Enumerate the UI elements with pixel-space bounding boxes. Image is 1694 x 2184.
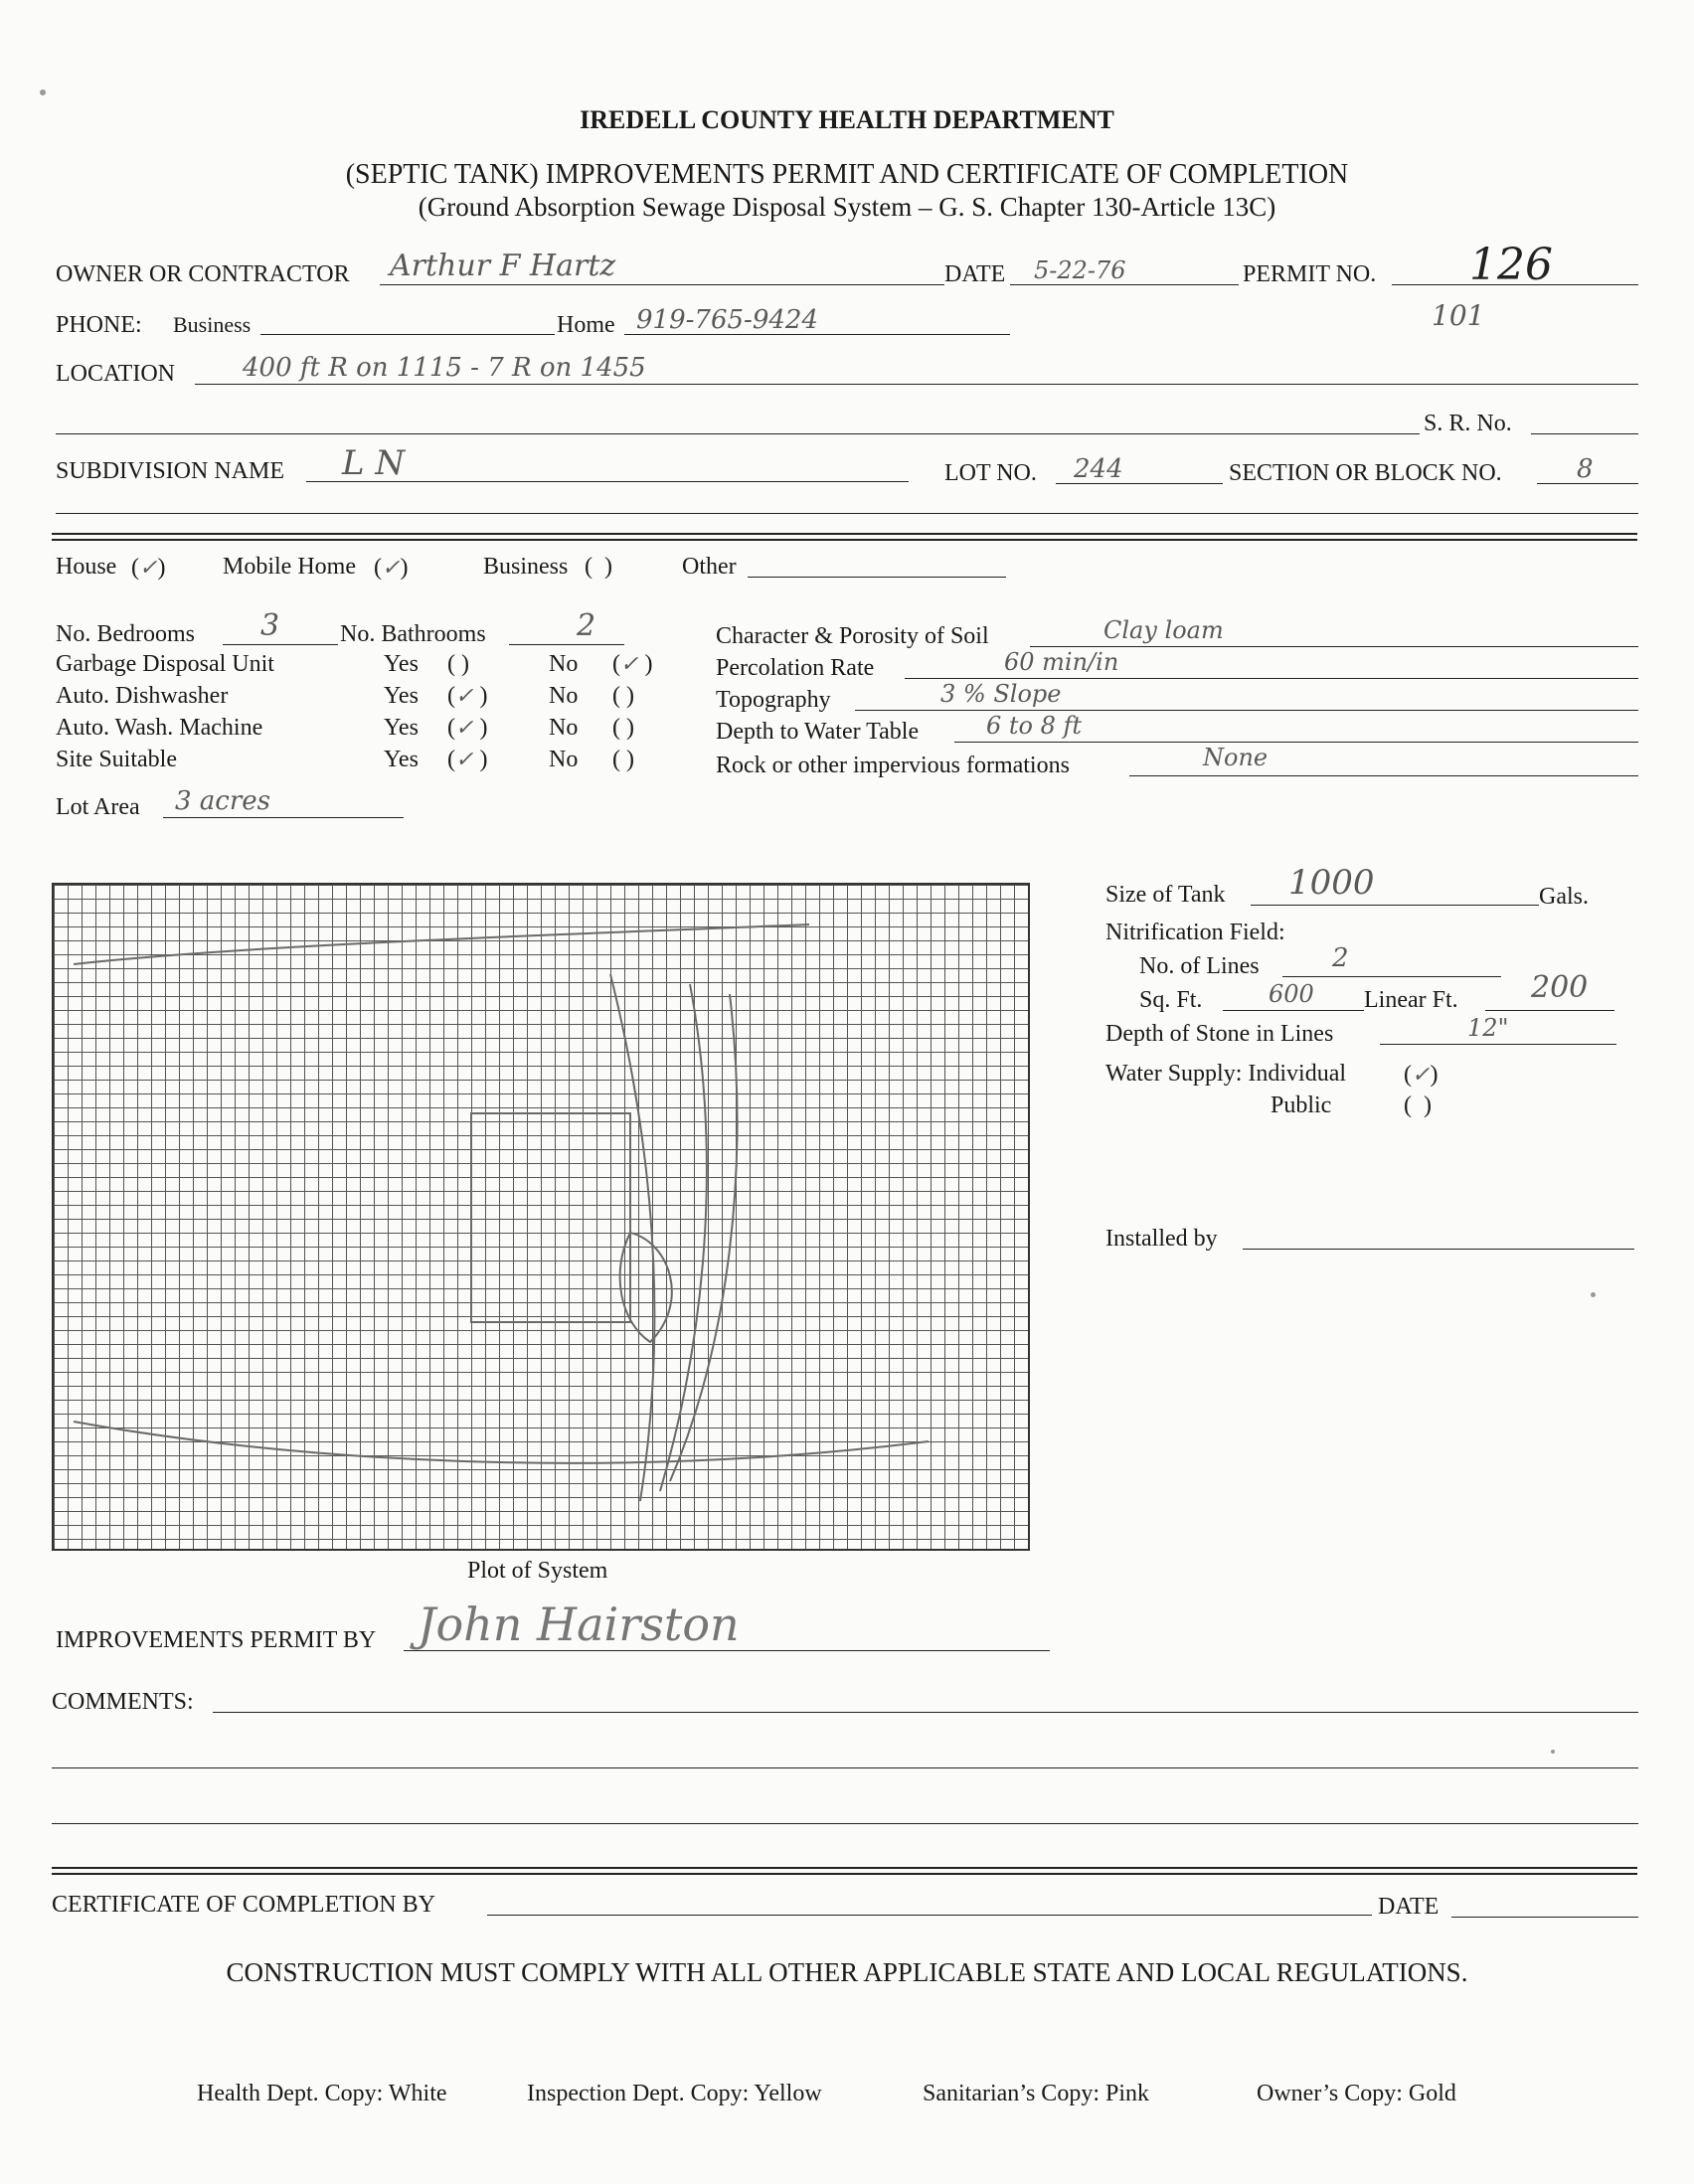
lot-label: LOT NO. (944, 460, 1037, 486)
no-checkbox[interactable]: ( ) (612, 715, 634, 741)
lot-value: 244 (1074, 454, 1123, 484)
tank-outline (620, 1233, 672, 1342)
water-table-line[interactable] (954, 742, 1638, 743)
phone-home-label: Home (557, 312, 615, 338)
rock-value: None (1203, 744, 1269, 771)
form-subtitle: (Ground Absorption Sewage Disposal System – G. S. Chapter 130-Article 13C) (418, 192, 1276, 222)
feature-label: Auto. Wash. Machine (56, 715, 263, 741)
bathrooms-field-line[interactable] (509, 644, 624, 645)
yes-label: Yes (384, 715, 419, 741)
scan-speck (40, 89, 46, 95)
yes-mark: ✓ (455, 748, 474, 772)
road-line (74, 1422, 929, 1463)
no-mark: ✓ (620, 652, 639, 677)
copy-health-dept: Health Dept. Copy: White (197, 2081, 447, 2106)
yes-checkbox[interactable]: ( ) (447, 651, 469, 677)
section-divider (52, 1873, 1637, 1875)
location-label: LOCATION (56, 361, 175, 387)
no-label: No (549, 651, 579, 677)
no-label: No (549, 683, 579, 709)
copy-owner: Owner’s Copy: Gold (1257, 2081, 1456, 2106)
copy-sanitarian: Sanitarian’s Copy: Pink (923, 2081, 1149, 2106)
stone-depth-label: Depth of Stone in Lines (1105, 1021, 1334, 1047)
yes-checkbox[interactable]: (✓ ) (447, 747, 488, 772)
sr-label: S. R. No. (1424, 411, 1512, 436)
lines-value: 2 (1332, 943, 1349, 973)
field-line (660, 984, 707, 1491)
permit-extra-value: 101 (1432, 299, 1485, 332)
permit-by-signature: John Hairston (418, 1597, 740, 1651)
phone-business-label: Business (173, 312, 252, 337)
location-field-line[interactable] (195, 384, 1638, 385)
tank-size-label: Size of Tank (1105, 882, 1226, 908)
mobile-home-checkbox[interactable]: (✓) (374, 555, 409, 581)
yes-checkbox[interactable]: (✓ ) (447, 683, 488, 709)
house-mark: ✓ (139, 556, 158, 581)
copy-inspection-dept: Inspection Dept. Copy: Yellow (527, 2081, 822, 2106)
field-line (610, 974, 654, 1501)
installed-by-line[interactable] (1243, 1249, 1634, 1250)
house-outline (471, 1113, 630, 1322)
owner-field-line[interactable] (380, 284, 944, 285)
form-title: (SEPTIC TANK) IMPROVEMENTS PERMIT AND CERTIFICATE OF COMPLETION (345, 159, 1349, 190)
subdivision-label: SUBDIVISION NAME (56, 458, 285, 484)
completion-date-line[interactable] (1451, 1917, 1638, 1918)
soil-character-line[interactable] (1030, 646, 1638, 647)
yes-label: Yes (384, 683, 419, 709)
gals-label: Gals. (1539, 884, 1589, 910)
section-label: SECTION OR BLOCK NO. (1229, 460, 1502, 486)
yes-mark: ✓ (455, 716, 474, 741)
yes-checkbox[interactable]: (✓ ) (447, 715, 488, 741)
completion-date-label: DATE (1378, 1894, 1440, 1920)
water-table-value: 6 to 8 ft (986, 712, 1083, 740)
phone-home-value: 919-765-9424 (636, 305, 818, 335)
soil-character-value: Clay loam (1103, 616, 1224, 644)
soil-character-label: Character & Porosity of Soil (716, 623, 989, 649)
subdivision-value: L N (342, 443, 406, 483)
sqft-field-line[interactable] (1223, 1010, 1364, 1011)
water-table-label: Depth to Water Table (716, 719, 920, 745)
phone-business-line[interactable] (260, 334, 555, 335)
feature-label: Garbage Disposal Unit (56, 651, 274, 677)
linear-ft-field-line[interactable] (1485, 1010, 1614, 1011)
installed-by-label: Installed by (1105, 1226, 1218, 1252)
bathrooms-value: 2 (577, 608, 596, 643)
rock-line[interactable] (1129, 775, 1638, 776)
date-value: 5-22-76 (1034, 256, 1126, 284)
no-checkbox[interactable]: (✓ ) (612, 651, 653, 677)
permit-value: 126 (1469, 240, 1553, 290)
comments-line[interactable] (52, 1767, 1638, 1768)
comments-label: COMMENTS: (52, 1689, 194, 1715)
house-checkbox[interactable]: (✓) (131, 555, 166, 581)
location-second-line[interactable] (56, 433, 1420, 434)
lot-area-value: 3 acres (175, 786, 271, 816)
yes-label: Yes (384, 651, 419, 677)
permit-by-label: IMPROVEMENTS PERMIT BY (56, 1627, 377, 1653)
sr-field-line[interactable] (1531, 433, 1638, 434)
phone-label: PHONE: (56, 312, 142, 338)
topography-line[interactable] (855, 710, 1638, 711)
bathrooms-label: No. Bathrooms (340, 621, 486, 647)
house-label: House (56, 554, 117, 580)
plot-sketch (54, 885, 1028, 1549)
other-label: Other (682, 554, 737, 580)
perc-rate-value: 60 min/in (1004, 648, 1119, 676)
linear-ft-label: Linear Ft. (1364, 987, 1458, 1013)
business-checkbox[interactable]: ( ) (585, 554, 612, 580)
compliance-notice: CONSTRUCTION MUST COMPLY WITH ALL OTHER APPLICABLE STATE AND LOCAL REGULATIONS. (226, 1957, 1468, 1987)
subdivision-second-line (56, 513, 1638, 514)
no-label: No (549, 715, 579, 741)
mobile-home-label: Mobile Home (223, 554, 356, 580)
sqft-label: Sq. Ft. (1139, 987, 1203, 1013)
feature-label: Site Suitable (56, 747, 177, 772)
linear-ft-value: 200 (1531, 970, 1589, 1005)
water-public-label: Public (1270, 1092, 1332, 1118)
comments-line[interactable] (213, 1712, 1638, 1713)
no-checkbox[interactable]: ( ) (612, 747, 634, 772)
topography-label: Topography (716, 687, 831, 713)
lot-area-label: Lot Area (56, 794, 140, 820)
business-label: Business (483, 554, 569, 580)
date-label: DATE (944, 261, 1006, 287)
section-divider (52, 533, 1637, 535)
water-individual-mark: ✓ (1412, 1063, 1431, 1088)
lines-label: No. of Lines (1139, 953, 1260, 979)
section-value: 8 (1577, 454, 1594, 484)
scan-speck (1551, 1750, 1555, 1754)
tank-size-value: 1000 (1288, 863, 1375, 903)
plot-caption: Plot of System (467, 1558, 608, 1584)
lines-field-line[interactable] (1282, 976, 1501, 977)
permit-label: PERMIT NO. (1243, 261, 1377, 287)
road-line (74, 924, 809, 964)
mobile-home-mark: ✓ (382, 556, 401, 581)
no-label: No (549, 747, 579, 772)
department-title: IREDELL COUNTY HEALTH DEPARTMENT (580, 105, 1114, 134)
topography-value: 3 % Slope (940, 680, 1062, 708)
scan-speck (1591, 1292, 1596, 1297)
stone-depth-line[interactable] (1380, 1044, 1616, 1045)
owner-label: OWNER OR CONTRACTOR (56, 261, 350, 287)
section-divider (52, 539, 1637, 541)
perc-rate-label: Percolation Rate (716, 655, 875, 681)
stone-depth-value: 12" (1467, 1014, 1509, 1042)
rock-label: Rock or other impervious formations (716, 753, 1070, 778)
water-public-checkbox[interactable]: ( ) (1404, 1092, 1432, 1118)
nitrification-label: Nitrification Field: (1105, 920, 1285, 945)
yes-label: Yes (384, 747, 419, 772)
lot-area-field-line[interactable] (163, 817, 404, 818)
water-supply-label: Water Supply: Individual (1105, 1061, 1347, 1087)
other-field-line[interactable] (748, 577, 1006, 578)
bedrooms-field-line[interactable] (223, 644, 338, 645)
bedrooms-value: 3 (260, 608, 280, 643)
plot-grid (52, 883, 1030, 1551)
no-checkbox[interactable]: ( ) (612, 683, 634, 709)
section-divider (52, 1867, 1637, 1869)
sqft-value: 600 (1269, 980, 1314, 1008)
completion-line[interactable] (487, 1915, 1372, 1916)
feature-label: Auto. Dishwasher (56, 683, 229, 709)
location-value: 400 ft R on 1115 - 7 R on 1455 (243, 353, 646, 383)
comments-line[interactable] (52, 1823, 1638, 1824)
completion-label: CERTIFICATE OF COMPLETION BY (52, 1892, 435, 1918)
tank-size-line[interactable] (1251, 905, 1539, 906)
yes-mark: ✓ (455, 684, 474, 709)
water-individual-checkbox[interactable]: (✓) (1404, 1062, 1439, 1088)
owner-value: Arthur F Hartz (390, 249, 616, 283)
field-line (670, 994, 738, 1481)
bedrooms-label: No. Bedrooms (56, 621, 195, 647)
